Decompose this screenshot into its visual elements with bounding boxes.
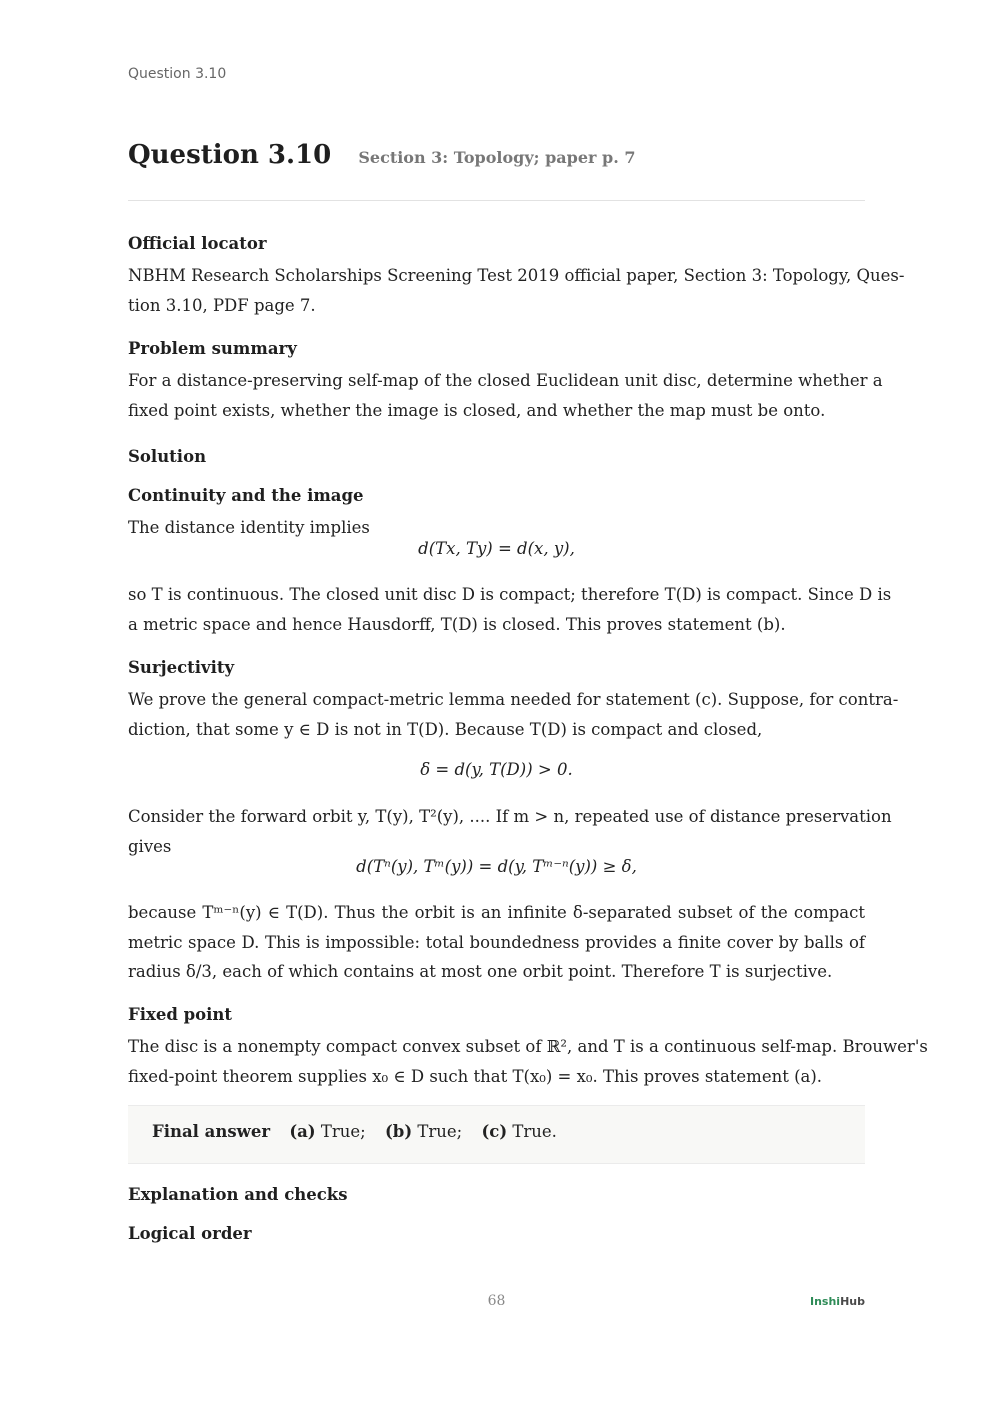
continuity-heading: Continuity and the image: [128, 486, 364, 505]
surjectivity-heading: Surjectivity: [128, 658, 235, 677]
fixed-point-line-1: The disc is a nonempty compact convex subset of ℝ², and T is a continuous self-map. Brouwer's: [128, 1037, 928, 1056]
brand-logo: [810, 1295, 865, 1308]
official-locator-heading: Official locator: [128, 234, 267, 253]
answer-a-value: True;: [320, 1122, 366, 1141]
surjectivity-line-3: Consider the forward orbit y, T(y), T²(y), .... If m > n, repeated use of distance preservation: [128, 807, 892, 826]
final-answer-content: [152, 1122, 557, 1141]
fixed-point-heading: Fixed point: [128, 1005, 233, 1024]
running-head: Question 3.10: [128, 66, 227, 82]
equation-distance-identity: d(Tx, Ty) = d(x, y),: [418, 539, 575, 558]
fixed-point-text: [128, 1032, 928, 1091]
explanation-heading: Explanation and checks: [128, 1185, 348, 1204]
answer-a-label: (a): [289, 1122, 316, 1141]
equation-delta: δ = d(y, T(D)) > 0.: [420, 760, 573, 779]
equation-orbit-distance: d(Tⁿ(y), Tᵐ(y)) = d(y, Tᵐ⁻ⁿ(y)) ≥ δ,: [356, 857, 637, 876]
surjectivity-text-1: [128, 685, 899, 744]
title-row: [128, 140, 635, 170]
surjectivity-text-3: [128, 898, 865, 987]
page-number: 68: [487, 1293, 506, 1309]
answer-b-value: True;: [417, 1122, 463, 1141]
surjectivity-line-1: We prove the general compact-metric lemma needed for statement (c). Suppose, for contra-: [128, 690, 899, 709]
brand-logo-part-1: Inshi: [810, 1295, 841, 1308]
brand-logo-part-2: Hub: [840, 1295, 865, 1308]
problem-summary-heading: Problem summary: [128, 339, 297, 358]
page-title: Question 3.10: [128, 140, 332, 170]
surjectivity-line-6: metric space D. This is impossible: total boundedness provides a finite cover by balls of: [128, 932, 865, 952]
continuity-text: [128, 580, 892, 639]
official-locator-text: [128, 261, 905, 320]
answer-c-label: (c): [481, 1122, 508, 1141]
continuity-intro-text: The distance identity implies: [128, 518, 370, 537]
problem-summary-line-1: For a distance-preserving self-map of the closed Euclidean unit disc, determine whether a: [128, 371, 883, 390]
surjectivity-line-4: gives: [128, 836, 172, 856]
surjectivity-line-2: diction, that some y ∈ D is not in T(D). Because T(D) is compact and closed,: [128, 719, 763, 739]
continuity-line-1: so T is continuous. The closed unit disc D is compact; therefore T(D) is compact. Since D is: [128, 585, 892, 604]
official-locator-line-2: tion 3.10, PDF page 7.: [128, 295, 316, 315]
surjectivity-line-5: because Tᵐ⁻ⁿ(y) ∈ T(D). Thus the orbit is an infinite δ-separated subset of the compact: [128, 903, 865, 922]
problem-summary-text: [128, 366, 883, 425]
page-subtitle: Section 3: Topology; paper p. 7: [358, 148, 636, 167]
surjectivity-text-2: [128, 802, 892, 861]
problem-summary-line-2: fixed point exists, whether the image is closed, and whether the map must be onto.: [128, 400, 826, 420]
answer-b-label: (b): [384, 1122, 413, 1141]
final-answer-box: [128, 1105, 865, 1164]
continuity-line-2: a metric space and hence Hausdorff, T(D) is closed. This proves statement (b).: [128, 614, 786, 634]
fixed-point-line-2: fixed-point theorem supplies x₀ ∈ D such that T(x₀) = x₀. This proves statement (a).: [128, 1066, 823, 1086]
final-answer-label: Final answer: [152, 1122, 271, 1141]
title-divider: [128, 200, 865, 201]
official-locator-line-1: NBHM Research Scholarships Screening Test 2019 official paper, Section 3: Topology, Ques-: [128, 266, 905, 285]
logical-order-heading: Logical order: [128, 1224, 252, 1243]
solution-heading: Solution: [128, 447, 207, 466]
surjectivity-line-7: radius δ/3, each of which contains at most one orbit point. Therefore T is surjective.: [128, 962, 833, 981]
answer-c-value: True.: [512, 1122, 557, 1141]
